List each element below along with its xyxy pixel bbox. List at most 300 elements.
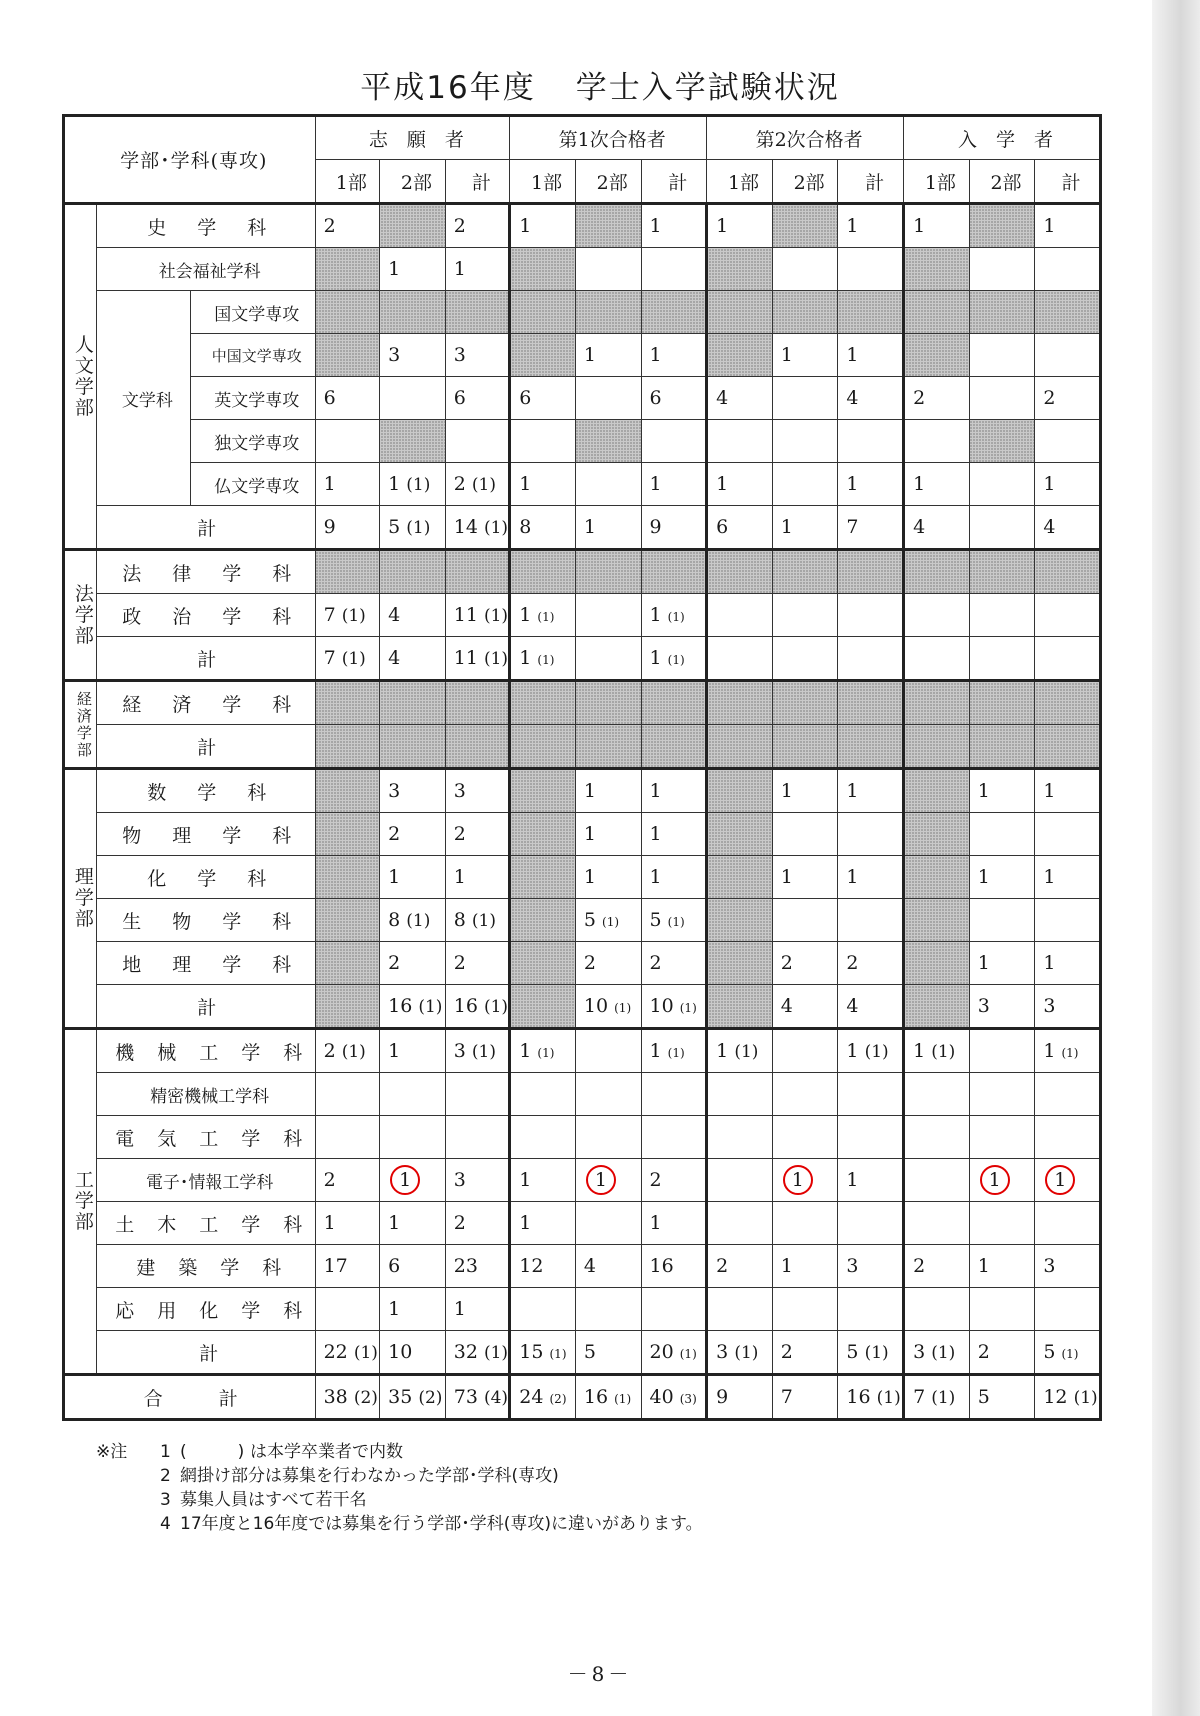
value-cell <box>380 637 446 681</box>
value-cell <box>315 248 380 291</box>
value-number: 1 <box>388 258 401 280</box>
value-cell <box>838 1159 904 1202</box>
value-cell <box>969 856 1035 899</box>
value-cell <box>380 856 446 899</box>
value-paren: (1) <box>667 610 685 624</box>
value-paren: (1) <box>418 997 443 1017</box>
value-cell <box>838 291 904 334</box>
value-number: 12 <box>1043 1386 1068 1408</box>
note-number: 4 <box>160 1514 171 1534</box>
value-cell <box>969 248 1035 291</box>
value-cell <box>1035 550 1101 594</box>
dept-name <box>96 725 315 769</box>
value-number: 1 <box>649 1212 662 1234</box>
row-label: 中国文学専攻 <box>211 346 302 365</box>
value-cell <box>838 420 904 463</box>
value-cell <box>1035 1245 1101 1288</box>
value-cell <box>1035 681 1101 725</box>
value-cell <box>838 377 904 420</box>
value-cell <box>707 334 773 377</box>
value-number: 7 <box>913 1386 926 1408</box>
value-cell <box>641 813 707 856</box>
value-cell <box>575 420 641 463</box>
faculty-engineering <box>64 1029 97 1375</box>
value-cell <box>904 1331 970 1375</box>
dept-name <box>96 1159 315 1202</box>
row-label: 国文学専攻 <box>214 304 300 325</box>
note-text: 網掛け部分は募集を行わなかった学部･学科(専攻) <box>180 1466 559 1486</box>
dept-name <box>96 813 315 856</box>
faculty-humanities <box>64 204 97 550</box>
value-number: 6 <box>519 387 532 409</box>
value-cell <box>510 681 576 725</box>
header-applicants: 志 願 者 <box>315 116 510 160</box>
value-cell <box>838 1331 904 1375</box>
header-sub-kei: 計 <box>1035 160 1101 204</box>
value-cell <box>904 1116 970 1159</box>
value-number: 2 <box>716 1255 729 1277</box>
value-cell <box>772 1375 838 1420</box>
value-cell <box>641 681 707 725</box>
value-cell <box>969 550 1035 594</box>
row-label: 経 済 学 科 <box>122 693 298 716</box>
value-cell <box>904 856 970 899</box>
value-cell <box>969 377 1035 420</box>
row-label: 仏文学専攻 <box>214 476 300 497</box>
value-cell <box>1035 594 1101 637</box>
value-cell <box>772 1245 838 1288</box>
faculty-label: 法学部 <box>74 582 94 647</box>
value-cell <box>904 420 970 463</box>
header-sub-1bu: 1部 <box>510 160 576 204</box>
value-number: 2 <box>323 1169 336 1191</box>
header-sub-1bu: 1部 <box>904 160 970 204</box>
value-cell <box>575 291 641 334</box>
header-sub-kei: 計 <box>838 160 904 204</box>
value-cell <box>380 769 446 813</box>
value-cell <box>969 204 1035 248</box>
value-paren: (1) <box>1061 1347 1079 1361</box>
dept-name <box>96 1116 315 1159</box>
value-number: 5 <box>977 1386 990 1408</box>
value-number: 1 <box>1043 780 1056 802</box>
value-cell <box>772 377 838 420</box>
table-row <box>64 594 1101 637</box>
value-cell <box>575 813 641 856</box>
value-cell <box>838 506 904 550</box>
value-cell <box>575 1331 641 1375</box>
value-paren: (1) <box>931 1042 956 1062</box>
value-paren: (1) <box>679 1001 697 1015</box>
value-number: 1 <box>519 604 532 626</box>
value-number: 2 <box>323 215 336 237</box>
value-cell <box>510 204 576 248</box>
value-cell <box>510 725 576 769</box>
value-paren: (1) <box>602 915 620 929</box>
value-number: 10 <box>388 1341 413 1363</box>
value-paren: (1) <box>679 1347 697 1361</box>
table-row <box>64 681 1101 725</box>
value-cell <box>315 1288 380 1331</box>
value-number: 2 <box>649 1169 662 1191</box>
row-label: 応 用 化 学 科 <box>115 1299 305 1322</box>
value-number: 16 <box>453 995 478 1017</box>
value-cell <box>445 463 510 506</box>
value-number: 6 <box>649 387 662 409</box>
value-number: 73 <box>453 1386 478 1408</box>
value-cell <box>707 1073 773 1116</box>
value-cell <box>315 985 380 1029</box>
table-row <box>64 420 1101 463</box>
value-number: 6 <box>388 1255 401 1277</box>
value-cell <box>445 856 510 899</box>
value-cell <box>380 1288 446 1331</box>
value-number: 1 <box>1043 215 1056 237</box>
value-number: 12 <box>519 1255 544 1277</box>
value-number: 2 <box>977 1341 990 1363</box>
value-number: 1 <box>649 823 662 845</box>
value-cell <box>904 985 970 1029</box>
value-cell <box>772 1159 838 1202</box>
value-number: 1 <box>780 344 793 366</box>
value-cell <box>380 334 446 377</box>
value-cell <box>1035 377 1101 420</box>
value-number: 3 <box>453 780 466 802</box>
value-cell <box>772 463 838 506</box>
value-number: 4 <box>388 647 401 669</box>
header-sub-2bu: 2部 <box>969 160 1035 204</box>
value-cell <box>1035 985 1101 1029</box>
value-number: 1 <box>583 780 596 802</box>
value-number: 5 <box>583 909 596 931</box>
value-number: 38 <box>323 1386 348 1408</box>
value-cell <box>838 813 904 856</box>
value-number: 2 <box>1043 387 1056 409</box>
value-number: 3 <box>388 344 401 366</box>
value-number: 5 <box>1043 1341 1056 1363</box>
value-cell <box>838 550 904 594</box>
header-sub-kei: 計 <box>445 160 510 204</box>
value-cell <box>641 899 707 942</box>
value-cell <box>380 248 446 291</box>
table-row <box>64 1029 1101 1073</box>
value-number: 1 <box>649 647 662 669</box>
dept-name <box>96 681 315 725</box>
dept-name <box>96 204 315 248</box>
value-number: 1 <box>323 473 336 495</box>
value-number: 7 <box>323 647 336 669</box>
value-cell <box>707 942 773 985</box>
row-label: 電 気 工 学 科 <box>115 1127 305 1150</box>
value-number: 4 <box>780 995 793 1017</box>
value-number: 1 <box>649 215 662 237</box>
value-number: 1 <box>1043 866 1056 888</box>
row-label: 土 木 工 学 科 <box>115 1213 305 1236</box>
value-cell <box>838 769 904 813</box>
value-number: 9 <box>649 516 662 538</box>
dept-name <box>96 1073 315 1116</box>
value-cell <box>445 942 510 985</box>
value-paren: (1) <box>614 1001 632 1015</box>
value-cell <box>707 1029 773 1073</box>
table-row <box>64 248 1101 291</box>
value-cell <box>838 1116 904 1159</box>
value-cell <box>641 594 707 637</box>
value-cell <box>510 377 576 420</box>
value-cell <box>445 1288 510 1331</box>
value-cell <box>575 1202 641 1245</box>
value-number: 4 <box>716 387 729 409</box>
value-cell <box>575 856 641 899</box>
value-number: 3 <box>388 780 401 802</box>
value-cell <box>707 248 773 291</box>
value-cell <box>315 334 380 377</box>
dept-name <box>96 942 315 985</box>
value-cell <box>641 1375 707 1420</box>
value-number: 15 <box>519 1341 544 1363</box>
value-cell <box>838 899 904 942</box>
value-cell <box>315 506 380 550</box>
dept-name <box>96 899 315 942</box>
value-number: 1 <box>388 473 401 495</box>
value-number: 2 <box>913 1255 926 1277</box>
note-text: は本学卒業者で内数 <box>250 1442 403 1462</box>
value-number: 1 <box>846 344 859 366</box>
value-number: 2 <box>388 823 401 845</box>
value-cell <box>772 681 838 725</box>
value-number: 1 <box>980 1165 1010 1195</box>
major-name <box>190 420 315 463</box>
value-cell <box>315 813 380 856</box>
value-cell <box>838 1029 904 1073</box>
value-cell <box>510 550 576 594</box>
value-number: 1 <box>519 473 532 495</box>
grand-total-row <box>64 1375 1101 1420</box>
value-cell <box>838 856 904 899</box>
value-cell <box>510 1029 576 1073</box>
value-cell <box>445 1331 510 1375</box>
value-number: 1 <box>716 215 729 237</box>
value-cell <box>575 463 641 506</box>
value-number: 1 <box>649 866 662 888</box>
value-paren: (1) <box>483 649 509 669</box>
table-row <box>64 942 1101 985</box>
value-cell <box>904 681 970 725</box>
table-row <box>64 1288 1101 1331</box>
row-label: 精密機械工学科 <box>150 1086 270 1107</box>
value-cell <box>838 1245 904 1288</box>
value-paren: (1) <box>931 1343 956 1363</box>
header-sub-2bu: 2部 <box>772 160 838 204</box>
value-number: 8 <box>453 909 466 931</box>
value-cell <box>315 1375 380 1420</box>
value-cell <box>510 899 576 942</box>
value-cell <box>510 1202 576 1245</box>
value-number: 1 <box>519 215 532 237</box>
value-paren: (1) <box>1073 1388 1098 1408</box>
value-number: 2 <box>453 823 466 845</box>
value-number: 1 <box>780 516 793 538</box>
row-label: 物 理 学 科 <box>122 824 298 847</box>
value-cell <box>707 637 773 681</box>
value-cell <box>380 985 446 1029</box>
value-cell <box>445 813 510 856</box>
value-number: 1 <box>519 1040 532 1062</box>
note-text: 17年度と16年度では募集を行う学部･学科(専攻)に違いがあります。 <box>180 1514 703 1534</box>
value-cell <box>772 1029 838 1073</box>
value-cell <box>510 463 576 506</box>
dept-name <box>96 1029 315 1073</box>
value-paren: (1) <box>667 653 685 667</box>
value-cell <box>772 813 838 856</box>
value-cell <box>641 506 707 550</box>
table-row <box>64 1331 1101 1375</box>
table-row <box>64 1116 1101 1159</box>
value-cell <box>445 985 510 1029</box>
table-row <box>64 506 1101 550</box>
row-label: 計 <box>197 517 223 540</box>
header-row-groups <box>64 116 1101 160</box>
value-number: 14 <box>453 516 478 538</box>
value-cell <box>641 725 707 769</box>
value-number: 4 <box>388 604 401 626</box>
value-cell <box>969 1029 1035 1073</box>
value-cell <box>904 769 970 813</box>
value-cell <box>315 856 380 899</box>
value-cell <box>969 1202 1035 1245</box>
value-number: 4 <box>913 516 926 538</box>
value-cell <box>904 1375 970 1420</box>
value-cell <box>575 594 641 637</box>
value-cell <box>445 1159 510 1202</box>
value-cell <box>969 681 1035 725</box>
value-cell <box>380 1202 446 1245</box>
value-cell <box>445 550 510 594</box>
faculty-label: 理学部 <box>74 866 94 930</box>
value-cell <box>445 594 510 637</box>
value-cell <box>575 248 641 291</box>
value-paren: (1) <box>931 1388 956 1408</box>
value-cell <box>575 1159 641 1202</box>
table-row <box>64 334 1101 377</box>
value-number: 10 <box>649 995 674 1017</box>
row-label: 計 <box>197 648 223 671</box>
value-cell <box>772 1116 838 1159</box>
value-number: 1 <box>388 1212 401 1234</box>
value-cell <box>707 1331 773 1375</box>
value-number: 20 <box>649 1341 674 1363</box>
value-cell <box>315 204 380 248</box>
value-paren: (1) <box>341 649 366 669</box>
value-cell <box>838 248 904 291</box>
value-number: 1 <box>780 1255 793 1277</box>
value-cell <box>904 248 970 291</box>
value-cell <box>904 1029 970 1073</box>
dept-name <box>96 550 315 594</box>
value-number: 1 <box>913 473 926 495</box>
value-number: 1 <box>390 1165 420 1195</box>
value-cell <box>969 1073 1035 1116</box>
faculty-science <box>64 769 97 1029</box>
value-cell <box>315 725 380 769</box>
value-cell <box>380 1159 446 1202</box>
value-cell <box>510 594 576 637</box>
value-cell <box>838 681 904 725</box>
value-cell <box>969 769 1035 813</box>
value-cell <box>772 506 838 550</box>
value-cell <box>707 463 773 506</box>
value-paren: (3) <box>679 1392 697 1406</box>
value-number: 1 <box>649 473 662 495</box>
value-number: 1 <box>780 866 793 888</box>
value-cell <box>1035 334 1101 377</box>
value-paren: (1) <box>667 915 685 929</box>
table-row <box>64 985 1101 1029</box>
value-cell <box>641 1116 707 1159</box>
value-cell <box>969 334 1035 377</box>
value-cell <box>510 248 576 291</box>
value-cell <box>904 377 970 420</box>
value-cell <box>969 725 1035 769</box>
value-cell <box>510 856 576 899</box>
value-number: 1 <box>1043 952 1056 974</box>
value-cell <box>707 204 773 248</box>
value-cell <box>510 1331 576 1375</box>
value-cell <box>510 506 576 550</box>
row-label: 英文学専攻 <box>214 390 300 411</box>
value-paren: (1) <box>537 653 555 667</box>
row-label: 計 <box>197 996 223 1019</box>
value-number: 1 <box>846 866 859 888</box>
value-number: 1 <box>519 647 532 669</box>
value-cell <box>772 1202 838 1245</box>
value-cell <box>969 463 1035 506</box>
value-cell <box>1035 942 1101 985</box>
value-cell <box>641 204 707 248</box>
value-cell <box>772 725 838 769</box>
value-cell <box>380 899 446 942</box>
value-paren: (1) <box>406 475 431 495</box>
table-row <box>64 291 1101 334</box>
value-cell <box>969 899 1035 942</box>
value-cell <box>838 334 904 377</box>
value-number: 16 <box>846 1386 871 1408</box>
value-cell <box>575 637 641 681</box>
value-cell <box>445 334 510 377</box>
dept-name <box>96 1288 315 1331</box>
table-row <box>64 463 1101 506</box>
table-row <box>64 856 1101 899</box>
value-cell <box>641 1288 707 1331</box>
value-paren: (1) <box>406 911 431 931</box>
header-sub-kei: 計 <box>641 160 707 204</box>
value-cell <box>969 1116 1035 1159</box>
title-main: 学士入学試験状況 <box>575 70 840 106</box>
dept-name <box>96 769 315 813</box>
row-label: 計 <box>199 1342 221 1365</box>
value-cell <box>1035 1375 1101 1420</box>
table-row <box>64 899 1101 942</box>
value-paren: (1) <box>537 610 555 624</box>
value-cell <box>772 291 838 334</box>
value-number: 5 <box>649 909 662 931</box>
value-cell <box>707 769 773 813</box>
dept-name <box>96 1245 315 1288</box>
value-cell <box>1035 204 1101 248</box>
note-3 <box>96 1488 703 1512</box>
row-label: 地 理 学 科 <box>122 953 298 976</box>
value-cell <box>969 942 1035 985</box>
